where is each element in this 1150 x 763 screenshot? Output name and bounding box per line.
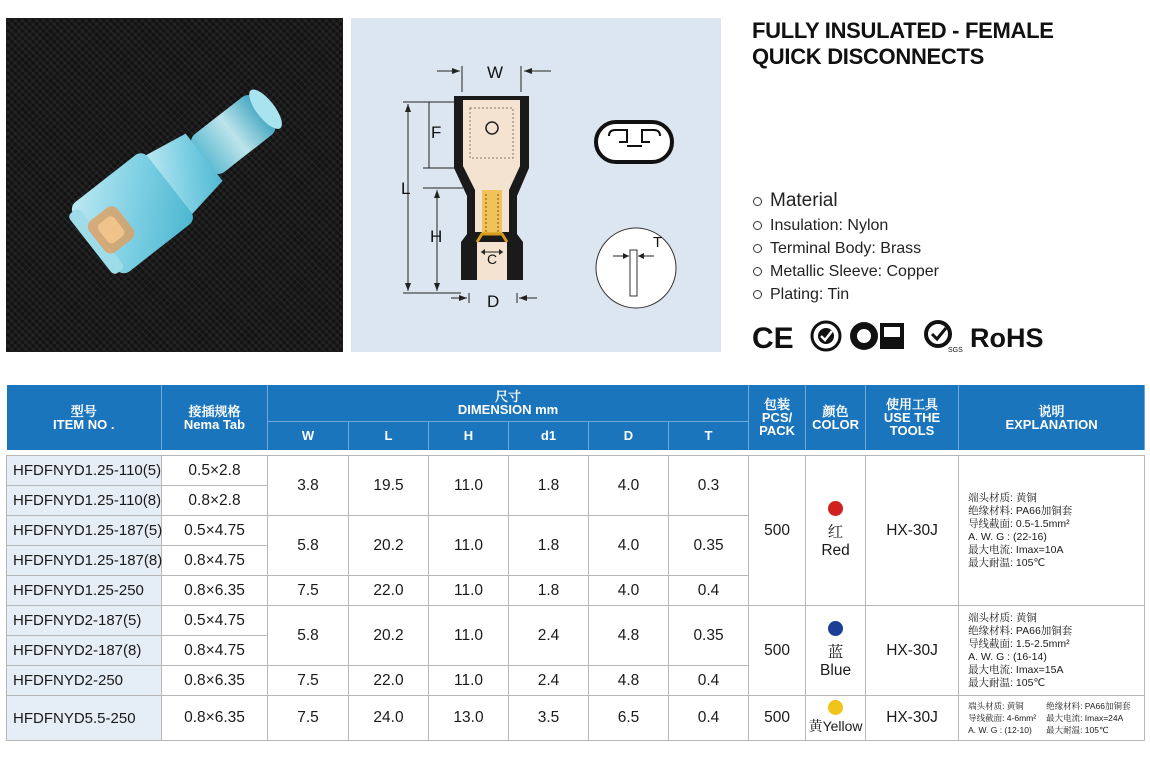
header-dim-w: W	[268, 421, 349, 450]
item-no-cell: HFDFNYD1.25-187(8)	[7, 546, 162, 576]
tool-cell: HX-30J	[866, 456, 959, 606]
pack-cell: 500	[749, 606, 806, 696]
connector-photo-illustration	[6, 18, 343, 352]
dim-h-cell: 11.0	[429, 516, 509, 576]
item-no-cell: HFDFNYD1.25-187(5)	[7, 516, 162, 546]
label-h: H	[430, 227, 443, 246]
dim-d1-cell: 1.8	[509, 516, 589, 576]
dim-d1-cell: 1.8	[509, 576, 589, 606]
nema-tab-cell: 0.8×4.75	[162, 636, 268, 666]
blue-dot-icon	[828, 621, 843, 636]
product-photo	[6, 18, 343, 352]
nema-tab-cell: 0.5×4.75	[162, 516, 268, 546]
svg-text:SGS: SGS	[948, 347, 963, 354]
dim-l-cell: 20.2	[349, 606, 429, 666]
explanation-cell: 端头材质: 黄铜 绝缘材料: PA66加铜套 导线截面: 1.5-2.5mm² A. W. G : (16-14) 最大电流: Imax=15A 最大耐温: 105℃	[959, 606, 1145, 696]
nema-tab-cell: 0.8×2.8	[162, 486, 268, 516]
header-dim-t: T	[669, 421, 749, 450]
item-no-cell: HFDFNYD1.25-110(8)	[7, 486, 162, 516]
color-cell: 蓝 Blue	[806, 606, 866, 696]
dim-w-cell: 5.8	[268, 606, 349, 666]
header-item-no: 型号 ITEM NO .	[7, 385, 162, 450]
bullet-icon	[753, 267, 762, 276]
dim-t-cell: 0.4	[669, 696, 749, 741]
header-pack: 包装 PCS/ PACK	[749, 385, 806, 450]
header-explanation: 说明 EXPLANATION	[959, 385, 1145, 450]
dim-h-cell: 11.0	[429, 666, 509, 696]
item-no-cell: HFDFNYD2-187(5)	[7, 606, 162, 636]
pack-cell: 500	[749, 456, 806, 606]
header-dim-h: H	[429, 421, 509, 450]
item-no-cell: HFDFNYD2-250	[7, 666, 162, 696]
dim-t-cell: 0.4	[669, 576, 749, 606]
item-no-cell: HFDFNYD5.5-250	[7, 696, 162, 741]
quality-seal-icon	[812, 322, 840, 350]
dim-t-cell: 0.35	[669, 516, 749, 576]
pack-cell: 500	[749, 696, 806, 741]
spec-heading: Material	[752, 188, 939, 214]
title-line-2: QUICK DISCONNECTS	[752, 44, 985, 69]
header-color: 颜色 COLOR	[806, 385, 866, 450]
dim-h-cell: 13.0	[429, 696, 509, 741]
label-d: D	[487, 292, 500, 311]
table-row	[7, 456, 1145, 486]
dim-d-cell: 4.0	[589, 576, 669, 606]
label-t: T	[653, 234, 663, 251]
nema-tab-cell: 0.5×4.75	[162, 606, 268, 636]
dim-d-cell: 4.0	[589, 516, 669, 576]
dim-t-cell: 0.35	[669, 606, 749, 666]
dim-d-cell: 4.8	[589, 606, 669, 666]
yellow-dot-icon	[828, 700, 843, 715]
nema-tab-cell: 0.8×6.35	[162, 696, 268, 741]
bullet-icon	[753, 290, 762, 299]
dim-d1-cell: 3.5	[509, 696, 589, 741]
label-l: L	[401, 179, 411, 198]
product-title	[752, 18, 1054, 70]
bullet-icon	[753, 197, 762, 206]
tool-cell: HX-30J	[866, 696, 959, 741]
header-tools: 使用工具 USE THE TOOLS	[866, 385, 959, 450]
table-row	[7, 606, 1145, 636]
dim-t-cell: 0.3	[669, 456, 749, 516]
dim-l-cell: 24.0	[349, 696, 429, 741]
dim-d-cell: 6.5	[589, 696, 669, 741]
nema-tab-cell: 0.8×6.35	[162, 666, 268, 696]
dim-h-cell: 11.0	[429, 576, 509, 606]
header-dim-d1: d1	[509, 421, 589, 450]
spec-item: Insulation: Nylon	[752, 214, 939, 237]
color-cell: 红 Red	[806, 456, 866, 606]
bullet-icon	[753, 221, 762, 230]
header-nema-tab: 接插规格 Nema Tab	[162, 385, 268, 450]
dim-w-cell: 7.5	[268, 576, 349, 606]
dim-l-cell: 22.0	[349, 666, 429, 696]
dim-w-cell: 3.8	[268, 456, 349, 516]
dim-l-cell: 19.5	[349, 456, 429, 516]
sgs-seal-icon	[926, 322, 963, 354]
dim-w-cell: 7.5	[268, 666, 349, 696]
certification-marks	[752, 316, 1062, 358]
header-dim-d: D	[589, 421, 669, 450]
dim-h-cell: 11.0	[429, 606, 509, 666]
ce-mark-icon: CE	[752, 322, 794, 355]
explanation-cell: 端头材质: 黄铜 绝缘材料: PA66加铜套 导线截面: 4-6mm² 最大电流: Imax=24A A. W. G : (12-10) 最大耐温: 105℃	[959, 696, 1145, 741]
label-f: F	[431, 123, 442, 142]
spec-item: Plating: Tin	[752, 283, 939, 306]
bullet-icon	[753, 244, 762, 253]
nema-tab-cell: 0.8×4.75	[162, 546, 268, 576]
title-line-1: FULLY INSULATED - FEMALE	[752, 18, 1054, 43]
dim-d1-cell: 2.4	[509, 606, 589, 666]
nema-tab-cell: 0.8×6.35	[162, 576, 268, 606]
rohs-mark-icon: RoHS	[970, 323, 1044, 353]
red-dot-icon	[828, 501, 843, 516]
label-w: W	[487, 63, 504, 82]
item-no-cell: HFDFNYD1.25-250	[7, 576, 162, 606]
nema-tab-cell: 0.5×2.8	[162, 456, 268, 486]
ccc-mark-icon	[850, 322, 904, 350]
material-specs	[752, 188, 939, 306]
header-dim-l: L	[349, 421, 429, 450]
dim-w-cell: 7.5	[268, 696, 349, 741]
spec-item: Metallic Sleeve: Copper	[752, 260, 939, 283]
dim-w-cell: 5.8	[268, 516, 349, 576]
dim-l-cell: 20.2	[349, 516, 429, 576]
item-no-cell: HFDFNYD2-187(8)	[7, 636, 162, 666]
product-spec-table	[6, 385, 1145, 741]
explanation-cell: 端头材质: 黄铜 绝缘材料: PA66加铜套 导线截面: 0.5-1.5mm² A. W. G : (22-16) 最大电流: Imax=10A 最大耐温: 105℃	[959, 456, 1145, 606]
label-c: C	[487, 251, 498, 267]
table-row	[7, 696, 1145, 741]
dim-d-cell: 4.8	[589, 666, 669, 696]
dimension-diagram	[351, 18, 721, 352]
dim-t-cell: 0.4	[669, 666, 749, 696]
dim-h-cell: 11.0	[429, 456, 509, 516]
spec-item: Terminal Body: Brass	[752, 237, 939, 260]
dim-l-cell: 22.0	[349, 576, 429, 606]
dim-d-cell: 4.0	[589, 456, 669, 516]
tool-cell: HX-30J	[866, 606, 959, 696]
dim-d1-cell: 1.8	[509, 456, 589, 516]
color-cell: 黄Yellow	[806, 696, 866, 741]
dim-d1-cell: 2.4	[509, 666, 589, 696]
header-dimension: 尺寸 DIMENSION mm	[268, 385, 749, 421]
item-no-cell: HFDFNYD1.25-110(5)	[7, 456, 162, 486]
